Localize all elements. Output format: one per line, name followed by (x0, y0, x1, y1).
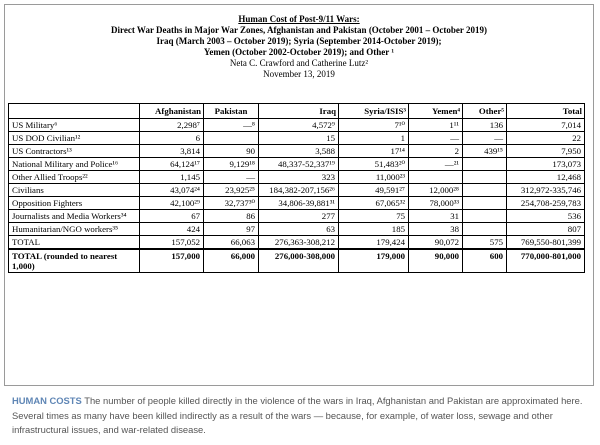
row-label: US Contractors¹³ (9, 145, 140, 158)
column-header: Syria/ISIS³ (339, 104, 409, 119)
table-cell: 90 (204, 145, 259, 158)
column-header: Yemen⁴ (409, 104, 463, 119)
table-cell (463, 171, 507, 184)
table-cell: 276,363-308,212 (259, 236, 339, 250)
table-cell: 254,708-259,783 (507, 197, 585, 210)
table-cell: 4,572⁹ (259, 119, 339, 132)
table-cell: 184,382-207,156²⁶ (259, 184, 339, 197)
table-cell: 66,000 (204, 249, 259, 273)
subtitle-line-1: Direct War Deaths in Major War Zones, Afghanistan and Pakistan (October 2001 – October 2019) (111, 25, 487, 35)
table-cell: 136 (463, 119, 507, 132)
table-row (9, 158, 585, 171)
table-cell: 276,000-308,000 (259, 249, 339, 273)
table-row (9, 210, 585, 223)
table-cell: 9,129¹⁸ (204, 158, 259, 171)
table-cell: 157,000 (140, 249, 204, 273)
table-cell (463, 223, 507, 236)
document-header (5, 5, 593, 80)
table-cell (463, 197, 507, 210)
table-cell: 323 (259, 171, 339, 184)
table-cell: 22 (507, 132, 585, 145)
column-header: Iraq (259, 104, 339, 119)
table-cell: 78,000³³ (409, 197, 463, 210)
table-cell: 575 (463, 236, 507, 250)
table-cell: 536 (507, 210, 585, 223)
table-cell: 600 (463, 249, 507, 273)
table-row (9, 132, 585, 145)
table-cell: 6 (140, 132, 204, 145)
table-cell: 312,972-335,746 (507, 184, 585, 197)
table-cell: 424 (140, 223, 204, 236)
table-body (9, 119, 585, 273)
table-cell: 15 (259, 132, 339, 145)
table-cell: 2,298⁷ (140, 119, 204, 132)
table-cell: 1¹¹ (409, 119, 463, 132)
table-row (9, 171, 585, 184)
column-header: Afghanistan (140, 104, 204, 119)
table-cell: 769,550-801,399 (507, 236, 585, 250)
table-cell: 3,814 (140, 145, 204, 158)
table-cell: 1,145 (140, 171, 204, 184)
row-label: US Military⁶ (9, 119, 140, 132)
table-cell: 7¹⁰ (339, 119, 409, 132)
row-label: US DOD Civilian¹² (9, 132, 140, 145)
table-cell: 23,925²⁵ (204, 184, 259, 197)
table-cell: 11,000²³ (339, 171, 409, 184)
table-cell: 34,806-39,881³¹ (259, 197, 339, 210)
table-cell: 48,337-52,337¹⁹ (259, 158, 339, 171)
row-label: National Military and Police¹⁶ (9, 158, 140, 171)
table-cell (463, 210, 507, 223)
column-header: Total (507, 104, 585, 119)
table-cell: 38 (409, 223, 463, 236)
row-label: Humanitarian/NGO workers³⁵ (9, 223, 140, 236)
table-cell (463, 158, 507, 171)
table-cell: — (204, 171, 259, 184)
table-cell: 179,000 (339, 249, 409, 273)
document-title: Human Cost of Post-9/11 Wars: (238, 14, 360, 24)
table-cell: 2 (409, 145, 463, 158)
table-cell: 75 (339, 210, 409, 223)
table-cell: 43,074²⁴ (140, 184, 204, 197)
caption-lead: HUMAN COSTS (12, 395, 82, 406)
table-cell: 86 (204, 210, 259, 223)
row-label: TOTAL (9, 236, 140, 250)
column-header: Other⁵ (463, 104, 507, 119)
table-cell: 31 (409, 210, 463, 223)
table-row (9, 184, 585, 197)
table-cell: 807 (507, 223, 585, 236)
table-row (9, 197, 585, 210)
table-cell: 173,073 (507, 158, 585, 171)
table-row (9, 249, 585, 273)
table-cell: 67 (140, 210, 204, 223)
casualty-table (8, 103, 585, 273)
table-cell: 32,737³⁰ (204, 197, 259, 210)
image-caption (12, 394, 590, 438)
table-cell: 1 (339, 132, 409, 145)
table-cell: 63 (259, 223, 339, 236)
authors: Neta C. Crawford and Catherine Lutz² (229, 58, 369, 68)
table-cell: 770,000-801,000 (507, 249, 585, 273)
subtitle-line-2: Iraq (March 2003 – October 2019); Syria (September 2014-October 2019); (156, 36, 442, 46)
table-cell: 12,000²⁸ (409, 184, 463, 197)
table-cell: — (463, 132, 507, 145)
table-cell: 49,591²⁷ (339, 184, 409, 197)
table-cell: 179,424 (339, 236, 409, 250)
table-cell: 17¹⁴ (339, 145, 409, 158)
row-label: Opposition Fighters (9, 197, 140, 210)
document-date: November 13, 2019 (263, 69, 335, 79)
table-cell: 7,950 (507, 145, 585, 158)
caption-text: The number of people killed directly in the violence of the wars in Iraq, Afghanistan and Pakistan are approximated here. Several times as many have been killed indirectly as a result of the wars — because, for example, of water loss, sewage and other infrastructural issues, and war-related disease. (12, 395, 583, 435)
column-header (9, 104, 140, 119)
row-label: TOTAL (rounded to nearest 1,000) (9, 249, 140, 273)
table-cell: 66,063 (204, 236, 259, 250)
row-label: Journalists and Media Workers³⁴ (9, 210, 140, 223)
table-cell (463, 184, 507, 197)
table-cell (409, 171, 463, 184)
table-cell: 64,124¹⁷ (140, 158, 204, 171)
table-cell: 7,014 (507, 119, 585, 132)
table-cell: 185 (339, 223, 409, 236)
table-row (9, 223, 585, 236)
row-label: Other Allied Troops²² (9, 171, 140, 184)
table-cell: —²¹ (409, 158, 463, 171)
table-row (9, 236, 585, 250)
subtitle-line-3: Yemen (October 2002-October 2019); and Other ¹ (203, 47, 395, 57)
column-header: Pakistan (204, 104, 259, 119)
table-row (9, 119, 585, 132)
table-cell: — (409, 132, 463, 145)
table-cell (204, 132, 259, 145)
table-cell: 97 (204, 223, 259, 236)
table-cell: 12,468 (507, 171, 585, 184)
table-cell: 67,065³² (339, 197, 409, 210)
casualty-table-container (8, 103, 584, 273)
table-header-row (9, 104, 585, 119)
table-cell: 90,072 (409, 236, 463, 250)
table-cell: 42,100²⁹ (140, 197, 204, 210)
table-cell: 157,052 (140, 236, 204, 250)
table-cell: 277 (259, 210, 339, 223)
table-cell: 51,483²⁰ (339, 158, 409, 171)
row-label: Civilians (9, 184, 140, 197)
table-cell: —⁸ (204, 119, 259, 132)
table-cell: 90,000 (409, 249, 463, 273)
table-cell: 439¹⁵ (463, 145, 507, 158)
table-row (9, 145, 585, 158)
table-cell: 3,588 (259, 145, 339, 158)
